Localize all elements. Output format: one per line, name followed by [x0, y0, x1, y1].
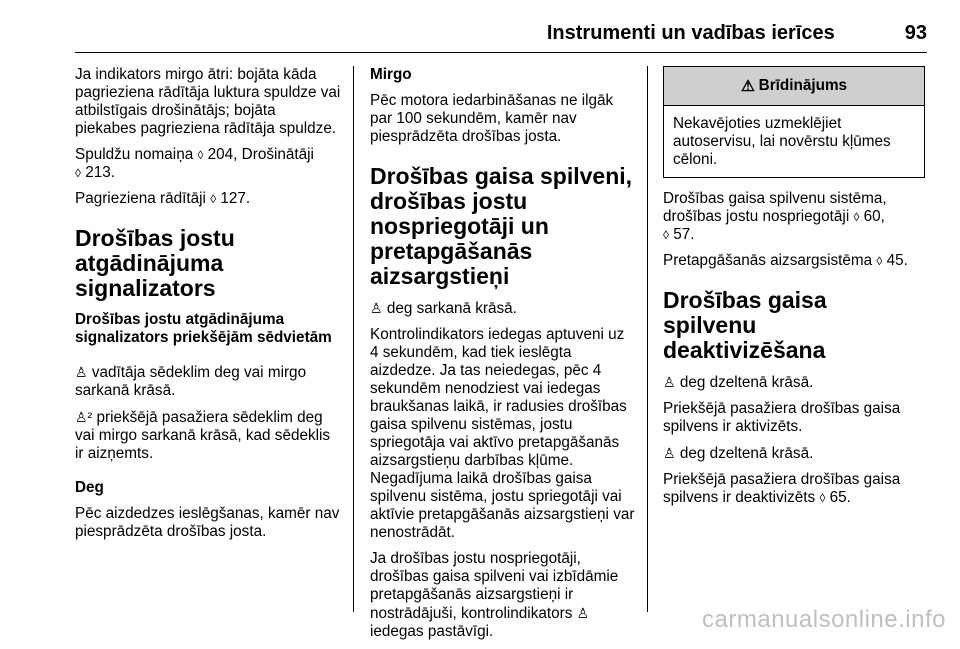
- airbag-icon: ♙: [576, 605, 590, 621]
- warning-body: Nekavējoties uzmeklējiet autoservisu, lai novērstu kļūmes cēloni.: [673, 115, 891, 168]
- airbag-on-icon: ♙: [663, 374, 676, 390]
- airbag-on-text: Priekšējā pasažiera drošības gaisa spilvens ir aktivizēts.: [663, 400, 901, 435]
- column-left: [75, 66, 341, 549]
- airbag-indicator-line: ♙ deg sarkanā krāsā.: [370, 300, 517, 317]
- ref-link-60[interactable]: 60,: [863, 208, 885, 225]
- reference-arrow-icon[interactable]: ◊: [876, 254, 883, 268]
- header-divider: [75, 52, 927, 53]
- airbag-off-line: ♙ deg dzeltenā krāsā.: [663, 445, 814, 462]
- driver-seatbelt-text: ♙ vadītāja sēdeklim deg vai mirgo sarkanā krāsā.: [75, 364, 307, 399]
- bulb-replacement-ref: Spuldžu nomaiņa ◊ 204, Drošinātāji ◊ 213.: [75, 146, 314, 181]
- turn-signal-fault-text: Ja indikators mirgo ātri: bojāta kāda pagrieziena rādītāja luktura spuldze vai atbilstīgais drošinātājs; bojāta piekabes pagrieziena rādītāja spuldze.: [75, 66, 341, 137]
- airbag-refs: Drošības gaisa spilvenu sistēma, drošības jostu nospriegotāji ◊ 60, ◊ 57.: [663, 190, 887, 243]
- seatbelt-passenger-icon: ♙²: [75, 409, 93, 425]
- section-heading-seatbelt: Drošības jostu atgādinājuma signalizators: [75, 225, 235, 301]
- mirgo-text: Pēc motora iedarbināšanas ne ilgāk par 100 sekundēm, kamēr nav piesprādzēta drošības josta.: [370, 92, 614, 145]
- warning-header: ⚠ Brīdinājums: [664, 67, 924, 106]
- watermark: carmanualsonline.info: [702, 606, 946, 633]
- warning-triangle-icon: ⚠: [740, 77, 755, 95]
- airbag-off-icon: ♙: [663, 445, 676, 461]
- ref-link-57[interactable]: 57.: [673, 226, 695, 243]
- column-middle: [370, 66, 636, 649]
- column-divider-2: [647, 66, 648, 612]
- ref-link-127[interactable]: 127.: [220, 190, 251, 207]
- subsection-heading-front-seats: Drošības jostu atgādinājuma signalizators priekšējām sēdvietām: [75, 311, 332, 346]
- column-right: [663, 190, 925, 515]
- rollover-ref: Pretapgāšanās aizsargsistēma ◊ 45.: [663, 252, 908, 269]
- turn-signal-ref: Pagrieziena rādītāji ◊ 127.: [75, 190, 251, 207]
- warning-box: [663, 66, 925, 178]
- reference-arrow-icon[interactable]: ◊: [663, 228, 669, 242]
- section-heading-airbags: Drošības gaisa spilveni, drošības jostu nospriegotāji un pretapgāšanās aizsargstieņi: [370, 163, 633, 289]
- airbag-off-text: Priekšējā pasažiera drošības gaisa spilvens ir deaktivizēts ◊ 65.: [663, 471, 901, 506]
- column-divider-1: [353, 66, 354, 612]
- reference-arrow-icon[interactable]: ◊: [853, 210, 860, 224]
- airbag-on-line: ♙ deg dzeltenā krāsā.: [663, 374, 814, 391]
- seatbelt-driver-icon: ♙: [75, 364, 88, 380]
- deg-title: Deg: [75, 479, 104, 496]
- deg-text: Pēc aizdedzes ieslēgšanas, kamēr nav piesprādzēta drošības josta.: [75, 505, 340, 540]
- reference-arrow-icon[interactable]: ◊: [210, 192, 217, 206]
- mirgo-title: Mirgo: [370, 66, 412, 83]
- ref-link-65[interactable]: 65.: [829, 489, 851, 506]
- page-title: Instrumenti un vadības ierīces: [546, 21, 835, 44]
- ref-link-45[interactable]: 45.: [886, 252, 908, 269]
- section-heading-airbag-deactivation: Drošības gaisa spilvenu deaktivizēšana: [663, 287, 827, 363]
- ref-link-204[interactable]: 204, Drošinātāji: [207, 146, 314, 163]
- reference-arrow-icon[interactable]: ◊: [197, 148, 204, 162]
- ref-link-213[interactable]: 213.: [85, 164, 115, 181]
- airbag-description: Kontrolindikators iedegas aptuveni uz 4 sekundēm, kad tiek ieslēgta aizdedze. Ja tas neiedegas, pēc 4 sekundēm nenodziest vai iedegas braukšanas laikā, ir radusies drošības gaisa spilvenu sistēmas, jostu spriegotāja vai aktīvo pretapgāšanās aizsargstieņu darbības kļūme. Negadījuma laikā drošības gaisa spilvenu sistēma, jostu spriegotāji vai aktīvie pretapgāšanās aizsargstieņi var nenostrādāt.: [370, 326, 635, 541]
- page-header: [75, 14, 927, 52]
- reference-arrow-icon[interactable]: ◊: [819, 491, 826, 505]
- airbag-deployed-text: Ja drošības jostu nospriegotāji, drošības gaisa spilveni vai izbīdāmie pretapgāšanās aizsargstieņi ir nostrādājuši, kontrolindikators ♙ iedegas pastāvīgi.: [370, 550, 619, 640]
- passenger-seatbelt-text: ♙² priekšējā pasažiera sēdeklim deg vai mirgo sarkanā krāsā, kad sēdeklis ir aizņemts.: [75, 409, 331, 462]
- airbag-icon: ♙: [370, 300, 383, 316]
- page-number: 93: [904, 21, 927, 44]
- reference-arrow-icon[interactable]: ◊: [75, 166, 81, 180]
